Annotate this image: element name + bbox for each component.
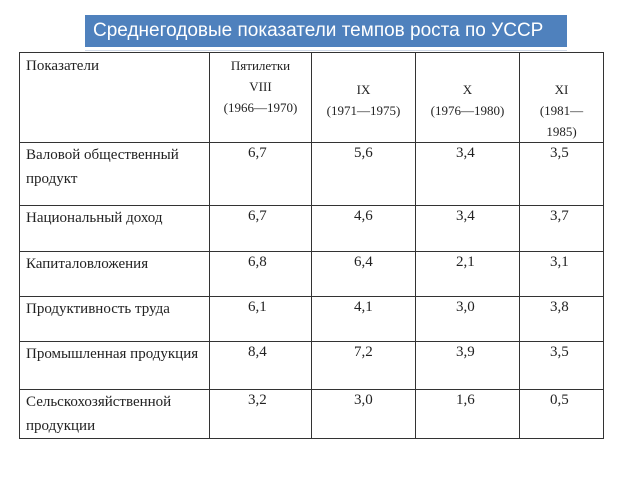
row-label: Валовой общественный продукт [20, 143, 210, 206]
table-cell: 3,5 [520, 342, 604, 390]
row-label: Продуктивность труда [20, 297, 210, 342]
table-row [20, 297, 604, 342]
table-cell: 6,1 [210, 297, 312, 342]
corner-header: Показатели [20, 53, 210, 143]
growth-rates-table [19, 52, 604, 439]
table-cell: 3,8 [520, 297, 604, 342]
column-years: (1966—1970) [223, 100, 298, 115]
column-roman: IX [356, 82, 371, 97]
column-roman: VIII [249, 79, 272, 94]
table-header-row [20, 53, 604, 143]
table-cell: 8,4 [210, 342, 312, 390]
column-header-xi [520, 53, 604, 143]
table-row [20, 390, 604, 439]
column-years: (1976—1980) [430, 103, 505, 118]
table-cell: 5,6 [312, 143, 416, 206]
table-cell: 7,2 [312, 342, 416, 390]
row-label: Промышленная продукция [20, 342, 210, 390]
table-cell: 3,0 [312, 390, 416, 439]
table-cell: 3,5 [520, 143, 604, 206]
table-cell: 3,0 [416, 297, 520, 342]
table-cell: 6,7 [210, 143, 312, 206]
slide-title: Среднегодовые показатели темпов роста по УССР [93, 20, 544, 41]
column-years: 1985) [546, 124, 577, 139]
table-row [20, 143, 604, 206]
title-banner [85, 15, 567, 50]
column-roman: XI [554, 82, 569, 97]
table-cell: 4,6 [312, 206, 416, 252]
table-cell: 3,1 [520, 252, 604, 297]
table-cell: 3,4 [416, 143, 520, 206]
table-cell: 3,4 [416, 206, 520, 252]
table-cell: 4,1 [312, 297, 416, 342]
column-header-x [416, 53, 520, 143]
column-years: (1971—1975) [326, 103, 401, 118]
table-cell: 1,6 [416, 390, 520, 439]
table-cell: 6,8 [210, 252, 312, 297]
column-roman: X [462, 82, 473, 97]
row-label: Сельскохозяйственной продукции [20, 390, 210, 439]
table-cell: 3,7 [520, 206, 604, 252]
table-cell: 6,4 [312, 252, 416, 297]
table-cell: 2,1 [416, 252, 520, 297]
table-row [20, 252, 604, 297]
table-cell: 6,7 [210, 206, 312, 252]
table-row [20, 206, 604, 252]
column-header-ix [312, 53, 416, 143]
table-cell: 3,9 [416, 342, 520, 390]
row-label: Национальный доход [20, 206, 210, 252]
table-cell: 0,5 [520, 390, 604, 439]
table-row [20, 342, 604, 390]
five-year-plans-label: Пятилетки [230, 58, 291, 73]
table-cell: 3,2 [210, 390, 312, 439]
column-header-viii [210, 53, 312, 143]
row-label: Капиталовложения [20, 252, 210, 297]
column-years: (1981— [539, 103, 584, 118]
